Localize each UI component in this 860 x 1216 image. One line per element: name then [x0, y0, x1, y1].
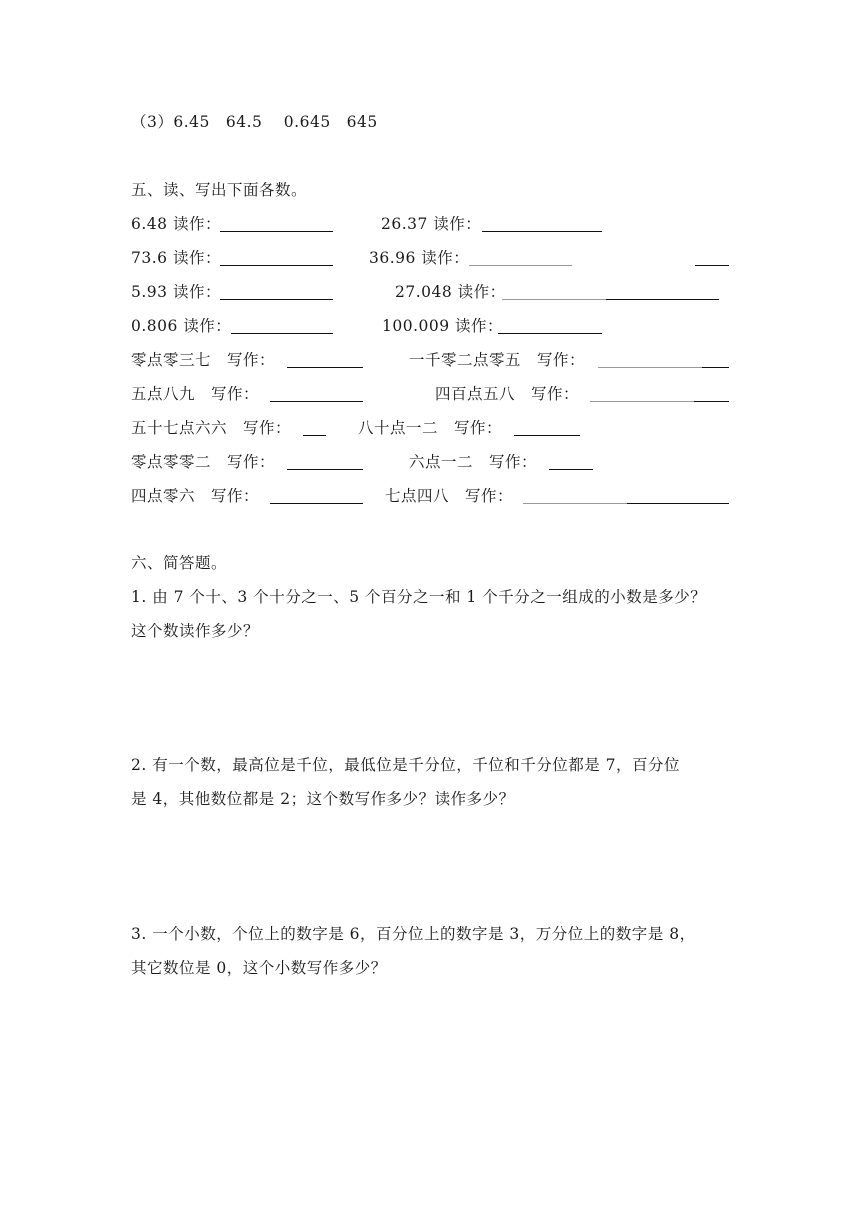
read-label-3a: 5.93 读作： — [131, 283, 221, 301]
section-5-heading: 五、读、写出下面各数。 — [131, 181, 308, 199]
question-1-line-2: 这个数读作多少？ — [131, 622, 260, 640]
question-2-line-1: 2. 有一个数，最高位是千位，最低位是千分位，千位和千分位都是 7，百分位 — [131, 756, 681, 774]
answer-blank[interactable] — [549, 469, 593, 470]
answer-blank[interactable] — [598, 367, 702, 368]
answer-blank[interactable] — [498, 333, 602, 334]
answer-blank[interactable] — [469, 265, 572, 266]
answer-blank[interactable] — [606, 299, 719, 300]
question-1-line-1: 1. 由 7 个十、3 个十分之一、5 个百分之一和 1 个千分之一组成的小数是多少？ — [131, 588, 707, 606]
question-3-line-1: 3. 一个小数，个位上的数字是 6，百分位上的数字是 3，万分位上的数字是 8， — [131, 925, 696, 943]
write-label-9b: 七点四八 写作： — [385, 487, 514, 505]
answer-blank[interactable] — [287, 469, 363, 470]
write-label-8a: 零点零零二 写作： — [131, 453, 276, 471]
read-label-3b: 27.048 读作： — [395, 283, 506, 301]
write-label-7b: 八十点一二 写作： — [358, 419, 503, 437]
read-label-4a: 0.806 读作： — [131, 317, 232, 335]
question-3-line-2: 其它数位是 0，这个小数写作多少？ — [131, 959, 387, 977]
answer-blank[interactable] — [523, 503, 627, 504]
answer-blank[interactable] — [220, 299, 333, 300]
answer-blank[interactable] — [482, 231, 602, 232]
write-label-9a: 四点零六 写作： — [131, 487, 260, 505]
answer-blank[interactable] — [287, 367, 363, 368]
read-label-2a: 73.6 读作： — [131, 249, 221, 267]
answer-blank[interactable] — [220, 265, 333, 266]
answer-blank[interactable] — [590, 401, 694, 402]
answer-blank[interactable] — [220, 231, 333, 232]
answer-blank[interactable] — [702, 367, 729, 368]
read-label-1b: 26.37 读作： — [381, 215, 482, 233]
answer-blank[interactable] — [514, 435, 580, 436]
write-label-7a: 五十七点六六 写作： — [131, 419, 292, 437]
section-6-heading: 六、简答题。 — [131, 554, 228, 572]
read-label-2b: 36.96 读作： — [369, 249, 470, 267]
answer-blank[interactable] — [231, 333, 333, 334]
read-label-4b: 100.009 读作： — [382, 317, 504, 335]
write-label-5a: 零点零三七 写作： — [131, 351, 276, 369]
answer-blank[interactable] — [270, 401, 363, 402]
answer-blank[interactable] — [303, 435, 326, 436]
write-label-6a: 五点八九 写作： — [131, 385, 260, 403]
write-label-8b: 六点一二 写作： — [409, 453, 538, 471]
answer-blank[interactable] — [502, 299, 606, 300]
answer-blank[interactable] — [694, 401, 729, 402]
answer-blank[interactable] — [627, 503, 729, 504]
answer-blank[interactable] — [695, 265, 729, 266]
question-2-line-2: 是 4，其他数位都是 2；这个数写作多少？读作多少？ — [131, 790, 515, 808]
question-4-3: （3）6.45 64.5 0.645 645 — [131, 113, 378, 131]
write-label-6b: 四百点五八 写作： — [435, 385, 580, 403]
write-label-5b: 一千零二点零五 写作： — [409, 351, 586, 369]
read-label-1a: 6.48 读作： — [131, 215, 221, 233]
answer-blank[interactable] — [270, 503, 363, 504]
